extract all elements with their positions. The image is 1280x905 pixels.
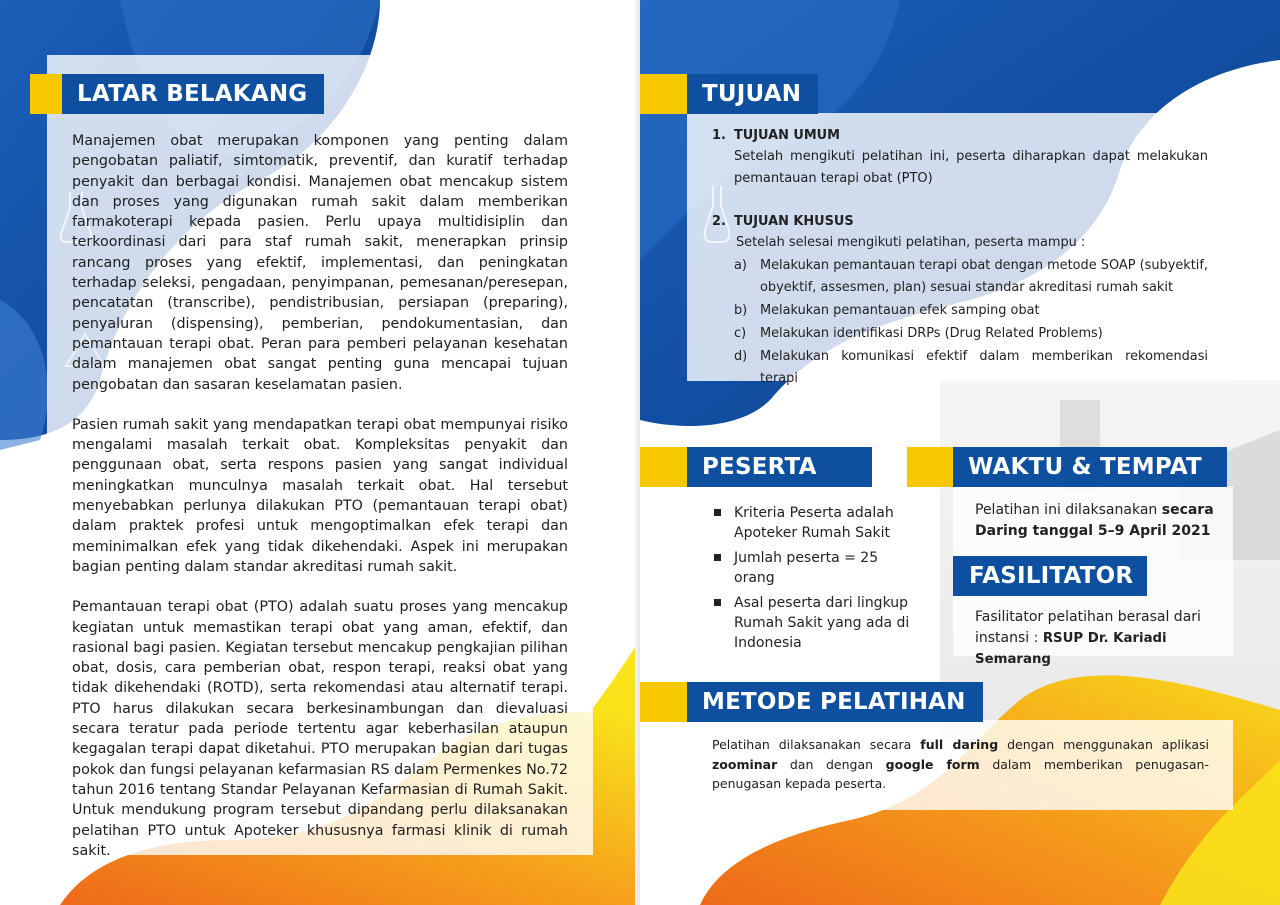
waktu-tempat-title: WAKTU & TEMPAT xyxy=(953,447,1227,487)
latar-belakang-heading xyxy=(30,74,324,114)
metode-heading xyxy=(640,682,983,722)
metode-title: METODE PELATIHAN xyxy=(687,682,983,722)
waktu-tempat-text xyxy=(975,500,1225,541)
peserta-list xyxy=(712,503,922,654)
tujuan-title: TUJUAN xyxy=(687,74,818,114)
waktu-tempat-heading xyxy=(907,447,1227,487)
tujuan-khusus-item-text: Melakukan pemantauan terapi obat dengan metode SOAP (subyektif, obyektif, assesmen, plan) sesuai standar akreditasi rumah sakit xyxy=(760,258,1208,295)
fasilitator-plain: Fasilitator pelatihan berasal dari instansi : xyxy=(975,609,1201,646)
tujuan-khusus-item-letter: b) xyxy=(734,303,748,318)
latar-belakang-paragraph-1: Manajemen obat merupakan komponen yang penting dalam pengobatan paliatif, simtomatik, preventif, dan kuratif terhadap penyakit dan berbagai kondisi. Manajemen obat mencakup sistem dan proses yang digunakan rumah sakit dalam memberikan farmakoterapi kepada pasien. Perlu upaya multidisiplin dan terkoordinasi dari para staf rumah sakit, menerapkan prinsip rancang proses yang efektif, implementasi, dan peningkatan terhadap seleksi, pengadaan, penyimpanan, pemesanan/peresepan, pencatatan (transcribe), pendistribusian, persiapan (preparing), penyaluran (dispensing), pemberian, pendokumentasian, dan pemantauan terapi obat. Peran para pemberi pelayanan kesehatan dalam manajemen obat sangat penting guna mencapai tujuan pengobatan dan sasaran keselamatan pasien. xyxy=(72,133,568,393)
tujuan-khusus-item xyxy=(734,300,1208,322)
tujuan-umum-title-row xyxy=(712,126,1208,146)
tujuan-body xyxy=(712,126,1208,390)
peserta-item: Kriteria Peserta adalah Apoteker Rumah Sakit xyxy=(712,503,922,544)
latar-belakang-paragraph-3: Pemantauan terapi obat (PTO) adalah suatu proses yang mencakup kegiatan untuk memastikan terapi obat yang aman, efektif, dan rasional bagi pasien. Kegiatan tersebut mencakup pengkajian pilihan obat, dosis, cara pemberian obat, respon terapi, reaksi obat yang tidak dikehendaki (ROTD), serta rekomendasi atau alternatif terapi. PTO harus dilakukan secara berkesinambungan dan dievaluasi secara teratur pada periode tertentu agar keberhasilan ataupun kegagalan terapi dapat diketahui. PTO merupakan bagian dari tugas pokok dan fungsi pelayanan kefarmasian RS dalam Permenkes No.72 tahun 2016 tentang Standar Pelayanan Kefarmasian di Rumah Sakit. Untuk mendukung program tersebut dipandang perlu dilaksanakan pelatihan PTO untuk Apoteker khususnya farmasi klinik di rumah sakit. xyxy=(72,599,568,859)
metode-text-part2: dengan menggunakan aplikasi xyxy=(1007,737,1210,752)
tujuan-khusus-item-text: Melakukan pemantauan efek samping obat xyxy=(760,303,1040,318)
heading-accent-tab xyxy=(30,74,62,114)
tujuan-umum-text: Setelah mengikuti pelatihan ini, peserta diharapkan dapat melakukan pemantauan terapi obat (PTO) xyxy=(734,149,1208,186)
fasilitator-title: FASILITATOR xyxy=(953,556,1147,596)
peserta-body xyxy=(712,503,922,658)
latar-belakang-paragraph-2: Pasien rumah sakit yang mendapatkan terapi obat mempunyai risiko mengalami masalah terkait obat. Kompleksitas penyakit dan penggunaan obat, serta respons pasien yang sangat individual meningkatkan munculnya masalah terkait obat. Hal tersebut menyebabkan perlunya dilakukan PTO (pemantauan terapi obat) dalam praktek profesi untuk mengoptimalkan efek terapi dan meminimalkan efek yang tidak dikehendaki. Aspek ini merupakan bagian penting dalam standar akreditasi rumah sakit. xyxy=(72,416,568,575)
latar-belakang-title: LATAR BELAKANG xyxy=(62,74,324,114)
fasilitator-bold: RSUP Dr. Kariadi Semarang xyxy=(975,630,1167,667)
tujuan-khusus-intro: Setelah selesai mengikuti pelatihan, peserta mampu : xyxy=(736,235,1086,250)
tujuan-khusus-item xyxy=(734,255,1208,299)
tujuan-umum-title: TUJUAN UMUM xyxy=(734,128,840,143)
tujuan-khusus-item xyxy=(734,346,1208,390)
fasilitator-text xyxy=(975,607,1235,671)
metode-text-bold2: zoominar xyxy=(712,756,778,772)
right-page xyxy=(640,0,1280,905)
tujuan-khusus-list xyxy=(734,255,1208,390)
tujuan-khusus-item-text: Melakukan komunikasi efektif dalam memberikan rekomendasi terapi xyxy=(760,349,1208,386)
tujuan-khusus-item-letter: c) xyxy=(734,326,747,341)
metode-text xyxy=(712,735,1209,794)
waktu-tempat-plain: Pelatihan ini dilaksanakan xyxy=(975,502,1158,518)
metode-text-bold3: google form xyxy=(885,756,980,772)
tujuan-khusus-title-row xyxy=(712,212,1208,232)
tujuan-khusus-item-letter: a) xyxy=(734,258,747,273)
tujuan-khusus-item-text: Melakukan identifikasi DRPs (Drug Related Problems) xyxy=(760,326,1103,341)
metode-text-part4: dalam memberikan penugasan-penugasan kepada peserta. xyxy=(712,756,1209,791)
tujuan-umum-number: 1. xyxy=(712,128,726,143)
heading-accent-tab xyxy=(640,682,687,722)
peserta-title: PESERTA xyxy=(687,447,872,487)
tujuan-khusus-item-letter: d) xyxy=(734,349,748,364)
heading-accent-tab xyxy=(907,447,953,487)
latar-belakang-body xyxy=(72,131,568,861)
tujuan-khusus-title: TUJUAN KHUSUS xyxy=(734,214,854,229)
tujuan-khusus-item xyxy=(734,323,1208,345)
peserta-item: Asal peserta dari lingkup Rumah Sakit yang ada di Indonesia xyxy=(712,593,922,654)
heading-accent-tab xyxy=(640,74,687,114)
heading-accent-tab xyxy=(640,447,687,487)
metode-text-part1: Pelatihan dilaksanakan secara xyxy=(712,737,912,752)
metode-text-bold1: full daring xyxy=(920,737,999,752)
tujuan-heading xyxy=(640,74,818,114)
peserta-item: Jumlah peserta = 25 orang xyxy=(712,548,922,589)
metode-text-part3: dan dengan xyxy=(789,756,874,772)
peserta-heading xyxy=(640,447,872,487)
tujuan-khusus-number: 2. xyxy=(712,214,726,229)
waktu-tempat-bold: secara Daring tanggal 5–9 April 2021 xyxy=(975,502,1214,539)
fasilitator-heading xyxy=(953,556,1147,596)
